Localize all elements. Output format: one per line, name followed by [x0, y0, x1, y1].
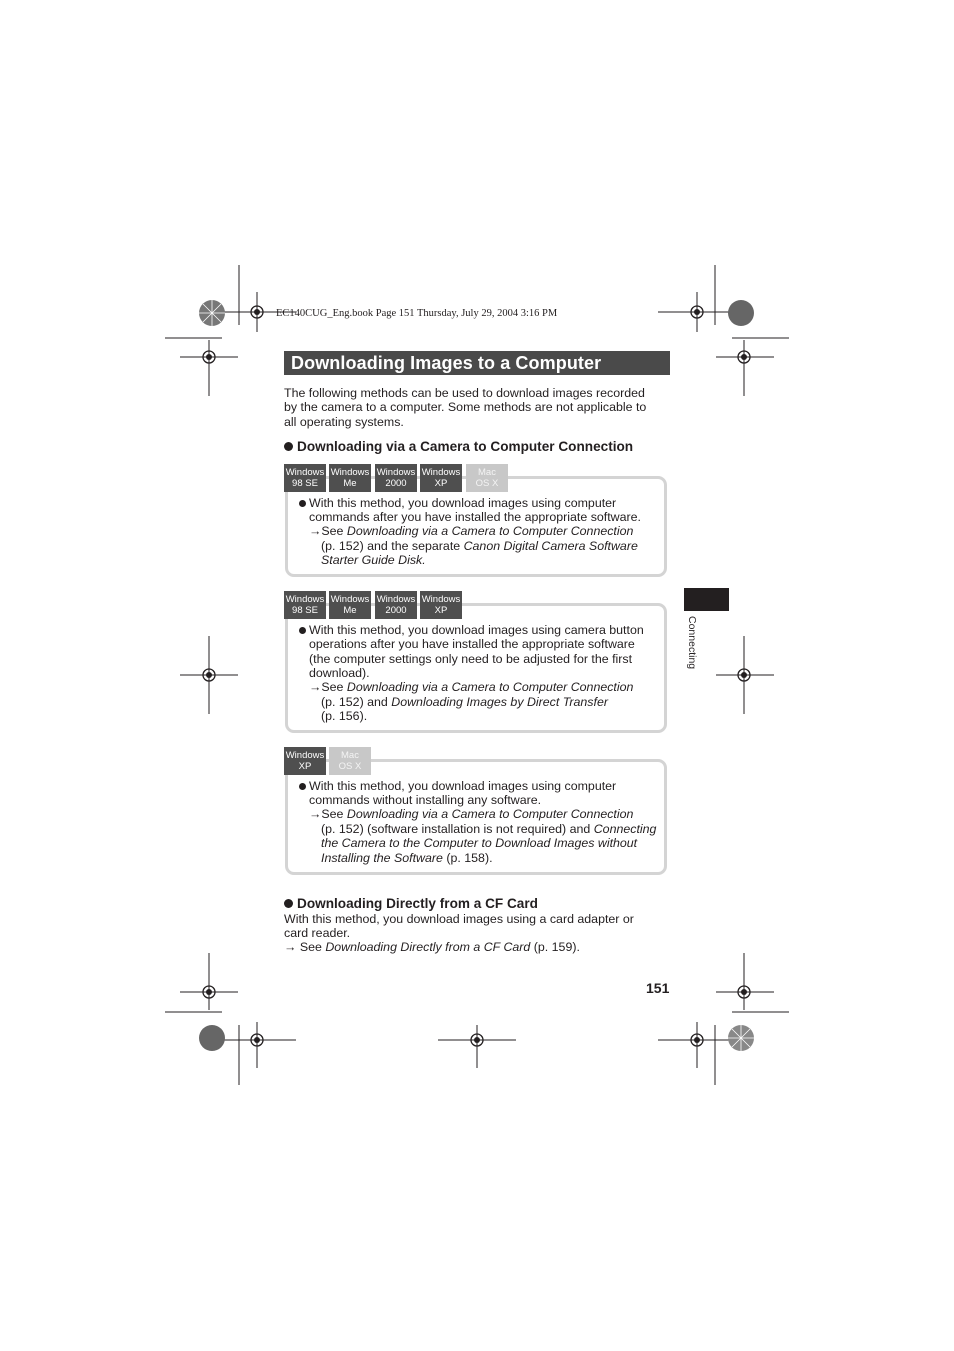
- bullet-icon: [284, 899, 293, 908]
- os-chip-win98se: Windows 98 SE: [284, 464, 326, 492]
- arrow-icon: →: [284, 940, 297, 954]
- cross-reference: Downloading via a Camera to Computer Connection: [346, 807, 634, 821]
- os-chip-macosx: Mac OS X: [329, 747, 371, 775]
- cross-reference: Downloading Directly from a CF Card: [325, 940, 531, 954]
- os-chip-win2000: Windows 2000: [375, 591, 417, 619]
- os-chip-winxp: Windows XP: [420, 591, 462, 619]
- os-chip-win98se: Windows 98 SE: [284, 591, 326, 619]
- section-heading-text: Downloading Directly from a CF Card: [297, 896, 538, 911]
- section-heading-camera-connection: [284, 439, 633, 454]
- print-header: EC140CUG_Eng.book Page 151 Thursday, July 29, 2004 3:16 PM: [276, 308, 558, 319]
- arrow-icon: →: [309, 524, 322, 538]
- os-chip-winxp: Windows XP: [420, 464, 462, 492]
- os-chip-macosx: Mac OS X: [466, 464, 508, 492]
- bullet-icon: [299, 783, 306, 790]
- cross-reference: Downloading via a Camera to Computer Connection: [346, 680, 634, 694]
- chapter-label: Connecting: [686, 616, 698, 670]
- bullet-icon: [284, 442, 293, 451]
- cross-reference: Installing the Software: [321, 851, 443, 865]
- page-title: Downloading Images to a Computer: [291, 353, 602, 373]
- section-heading-text: Downloading via a Camera to Computer Connection: [297, 439, 634, 454]
- cross-reference: Starter Guide Disk.: [321, 553, 426, 567]
- os-chip-winxp: Windows XP: [284, 747, 326, 775]
- chapter-tab: [684, 588, 729, 611]
- arrow-icon: →: [309, 807, 322, 821]
- intro-line: all operating systems.: [284, 415, 404, 429]
- os-chip-winme: Windows Me: [329, 591, 371, 619]
- cross-reference: Connecting: [593, 822, 657, 836]
- page-title-bar: [284, 351, 670, 375]
- section-heading-cf-card: [284, 896, 538, 911]
- os-chip-win2000: Windows 2000: [375, 464, 417, 492]
- page-number: 151: [646, 980, 670, 996]
- os-chip-winme: Windows Me: [329, 464, 371, 492]
- intro-line: The following methods can be used to download images recorded: [284, 386, 645, 400]
- cross-reference: Downloading via a Camera to Computer Connection: [346, 524, 634, 538]
- bullet-icon: [299, 627, 306, 634]
- arrow-icon: →: [309, 680, 322, 694]
- cross-reference: Canon Digital Camera Software: [463, 539, 638, 553]
- intro-line: by the camera to a computer. Some methods are not applicable to: [284, 400, 647, 414]
- bullet-icon: [299, 500, 306, 507]
- cross-reference: the Camera to the Computer to Download Images without: [321, 836, 638, 850]
- cross-reference: Downloading Images by Direct Transfer: [391, 695, 608, 709]
